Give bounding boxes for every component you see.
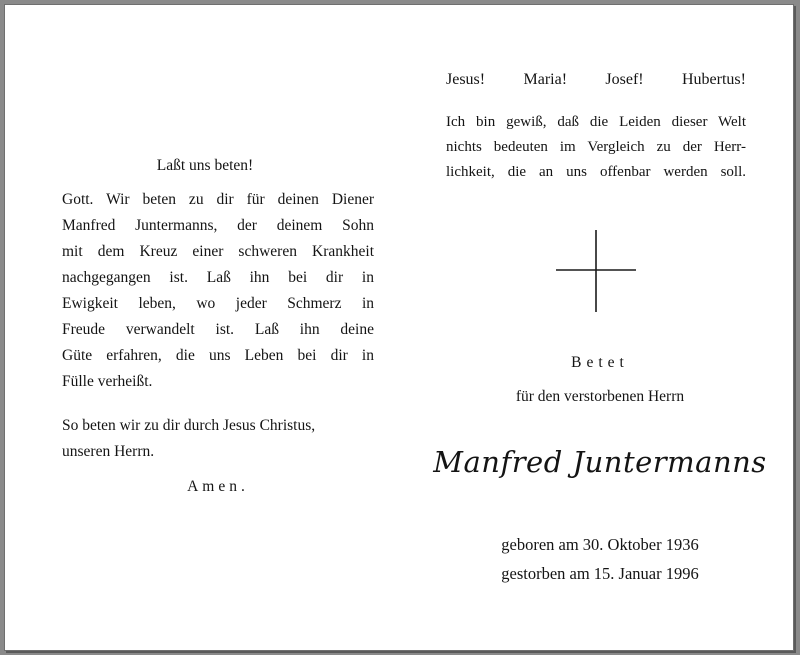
- prayer-line: Freude verwandelt ist. Laß ihn deine: [62, 321, 374, 338]
- life-dates: [405, 530, 795, 588]
- closing-line: So beten wir zu dir durch Jesus Christus,: [62, 417, 316, 434]
- closing-text: [62, 413, 374, 465]
- invocation-word: Jesus!: [446, 71, 486, 88]
- prayer-line: Güte erfahren, die uns Leben bei dir in: [62, 347, 374, 364]
- verse-line: Ich bin gewiß, daß die Leiden dieser Welt: [446, 114, 746, 130]
- prayer-line: nachgegangen ist. Laß ihn bei dir in: [62, 269, 374, 286]
- prayer-heading: Laßt uns beten!: [156, 157, 254, 174]
- prayer-line: Manfred Juntermanns, der deinem Sohn: [62, 217, 374, 234]
- amen-text: Amen.: [187, 478, 249, 495]
- deceased-name: Manfred Juntermanns: [433, 445, 767, 479]
- closing-line: unseren Herrn.: [62, 443, 155, 460]
- prayer-line: mit dem Kreuz einer schweren Krankheit: [62, 243, 374, 260]
- invocation-word: Hubertus!: [681, 71, 746, 88]
- cross-icon: [556, 230, 636, 312]
- verse-line: nichts bedeuten im Vergleich zu der Herr-: [446, 139, 746, 155]
- verse-line: lichkeit, die an uns offenbar werden soll.: [446, 164, 746, 180]
- betet-text: Betet: [571, 354, 629, 371]
- invocation-word: Josef!: [605, 71, 644, 88]
- invocation-word: Maria!: [523, 71, 568, 88]
- prayer-text: [62, 187, 374, 395]
- death-date: gestorben am 15. Januar 1996: [501, 564, 699, 583]
- deceased-intro: für den verstorbenen Herrn: [515, 388, 685, 405]
- birth-date: geboren am 30. Oktober 1936: [501, 535, 699, 554]
- memorial-card: [4, 4, 794, 651]
- left-panel: [5, 5, 405, 650]
- invocation-line: [446, 71, 746, 89]
- prayer-line: Fülle verheißt.: [62, 373, 153, 390]
- prayer-line: Gott. Wir beten zu dir für deinen Diener: [62, 191, 374, 208]
- prayer-line: Ewigkeit leben, wo jeder Schmerz in: [62, 295, 374, 312]
- scripture-verse: [446, 110, 746, 185]
- right-panel: [405, 5, 793, 650]
